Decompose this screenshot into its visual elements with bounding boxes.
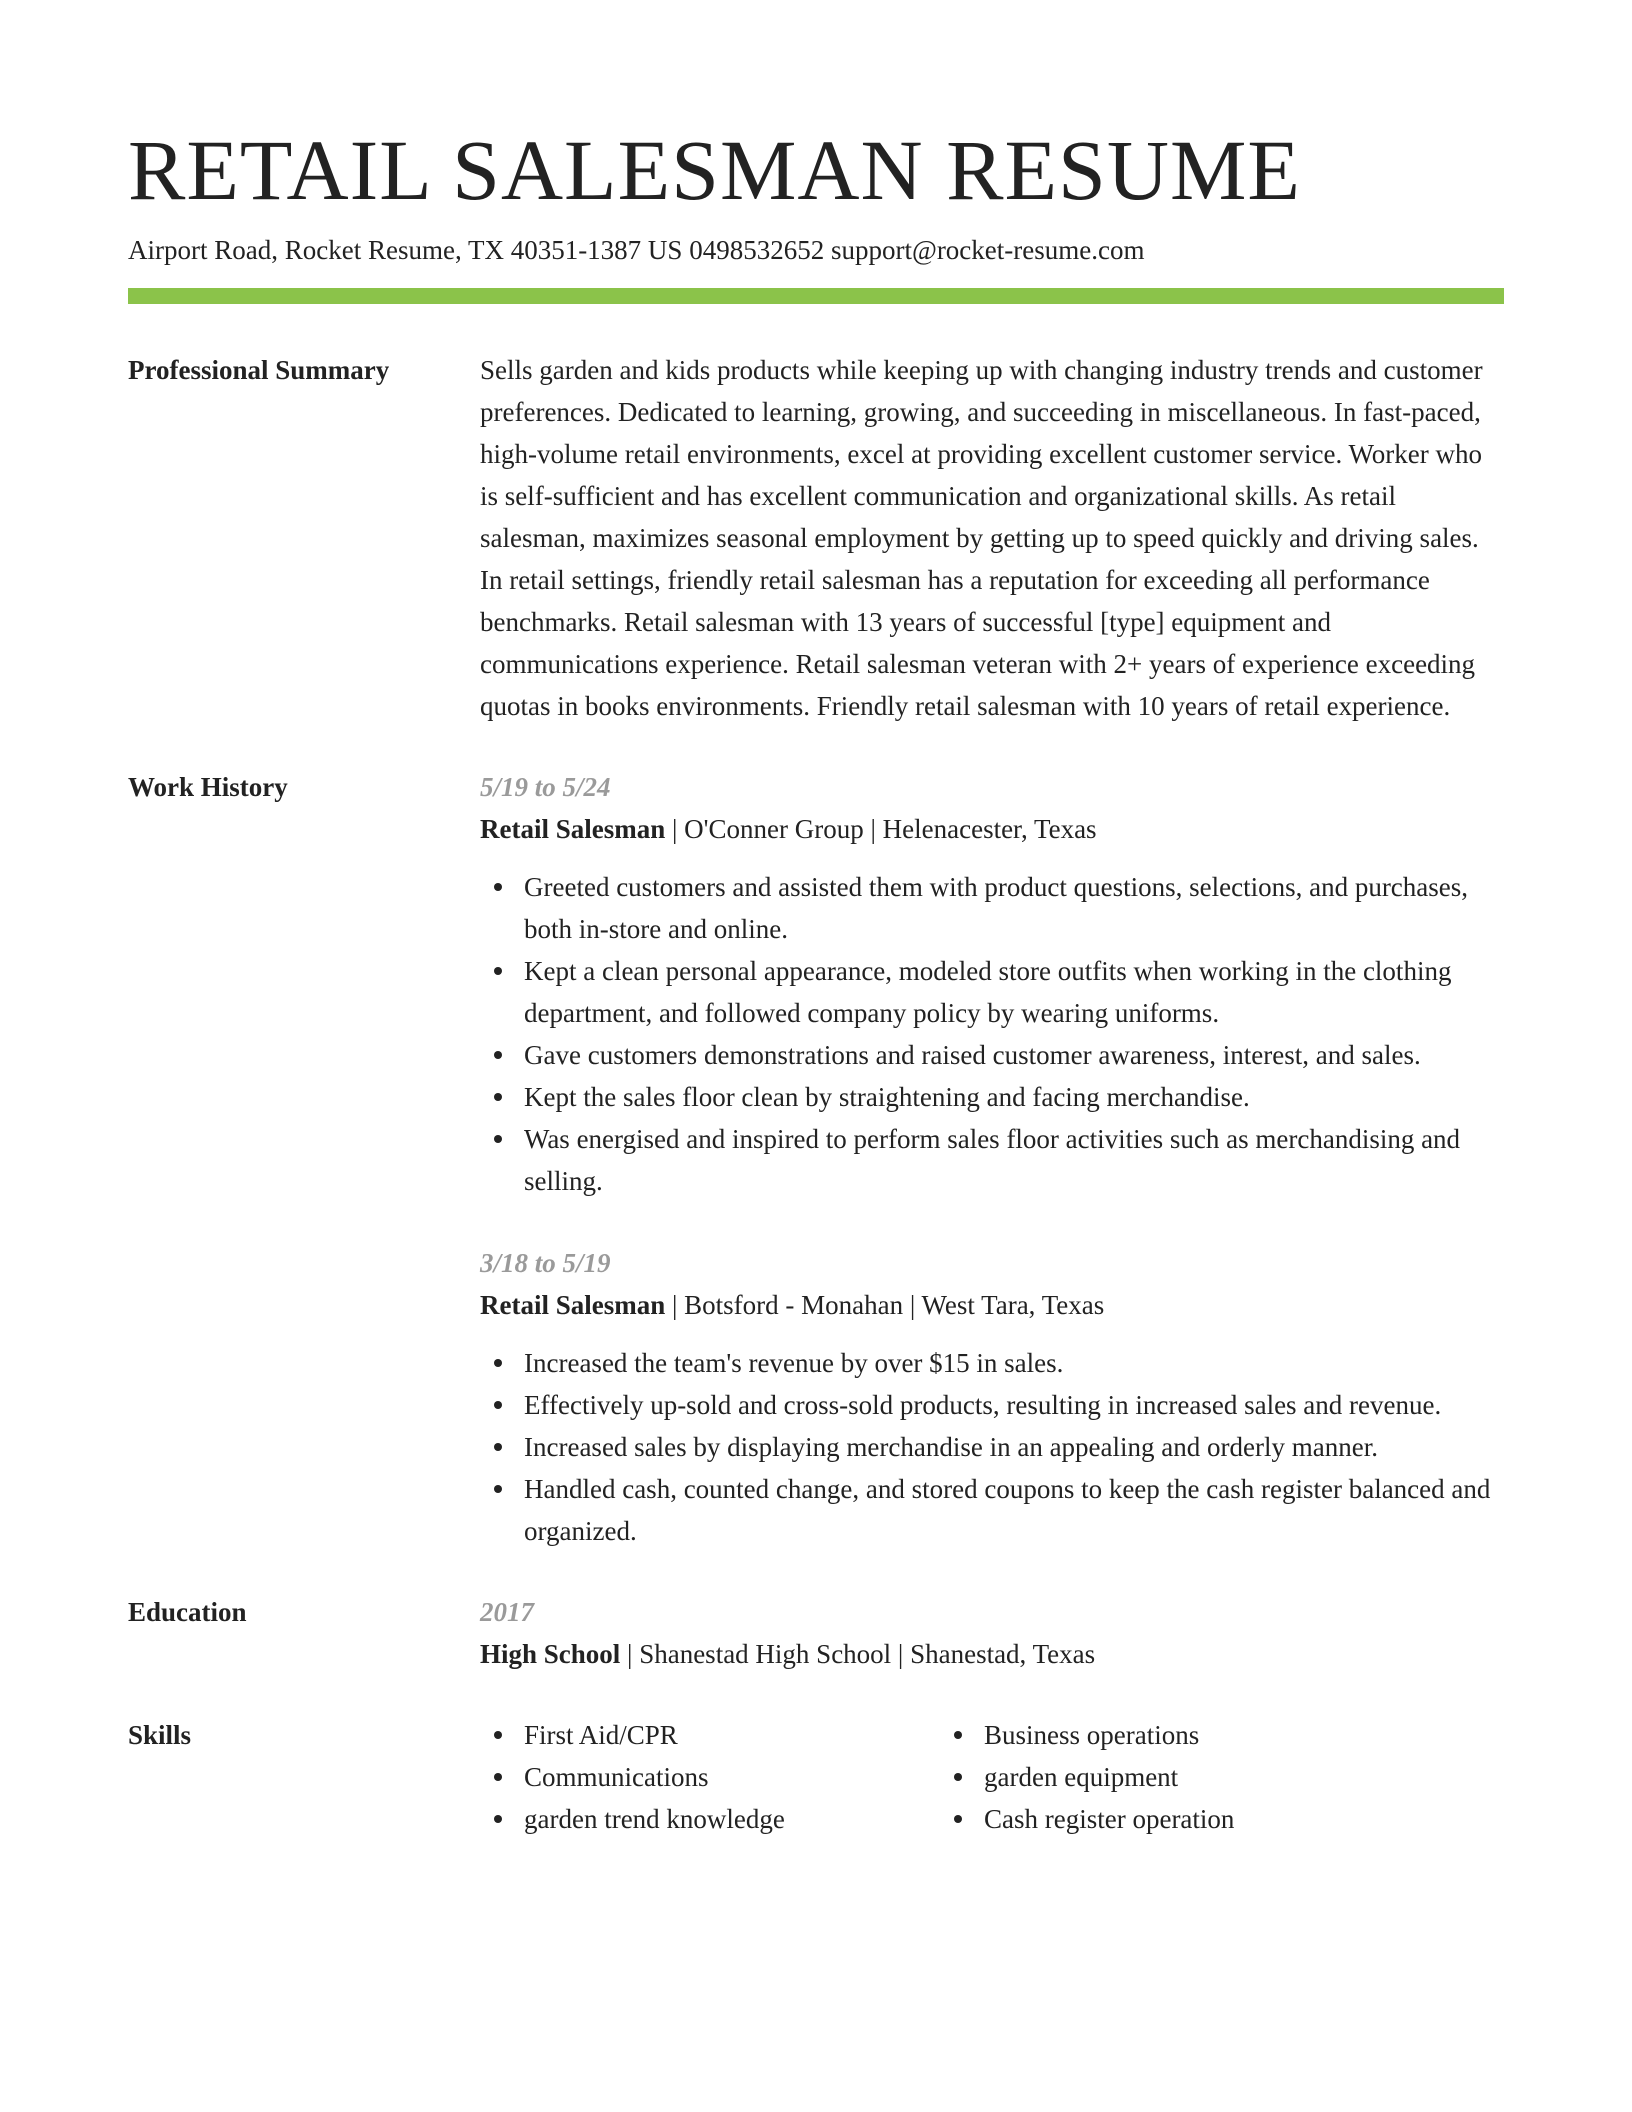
job-title: Retail Salesman	[480, 814, 666, 844]
resume-title: RETAIL SALESMAN RESUME	[128, 122, 1301, 218]
job-duty: Kept the sales floor clean by straightening and facing merchandise.	[524, 1076, 1504, 1118]
skill-item: garden equipment	[984, 1756, 1440, 1798]
job-title-line	[480, 1284, 1504, 1326]
education-school: | Shanestad High School | Shanestad, Texas	[620, 1639, 1096, 1669]
job-duty: Gave customers demonstrations and raised customer awareness, interest, and sales.	[524, 1034, 1504, 1076]
education-section	[128, 1596, 1504, 1675]
skill-item: Communications	[524, 1756, 940, 1798]
skills-grid	[480, 1714, 1504, 1840]
job-duties-list	[480, 866, 1504, 1202]
summary-section	[128, 354, 1504, 727]
education-heading: Education	[128, 1597, 247, 1627]
job-duty: Increased the team's revenue by over $15 in sales.	[524, 1342, 1504, 1384]
work-history-heading: Work History	[128, 772, 288, 802]
contact-line: Airport Road, Rocket Resume, TX 40351-1387 US 0498532652 support@rocket-resume.com	[128, 235, 1145, 265]
job-duty: Effectively up-sold and cross-sold products, resulting in increased sales and revenue.	[524, 1384, 1504, 1426]
job-title: Retail Salesman	[480, 1290, 666, 1320]
skill-item: Business operations	[984, 1714, 1440, 1756]
job-entry	[480, 766, 1504, 1202]
header-divider	[128, 288, 1504, 304]
job-duty: Kept a clean personal appearance, modeled store outfits when working in the clothing department, and followed company policy by wearing uniforms.	[524, 950, 1504, 1034]
education-line	[480, 1633, 1504, 1675]
education-body	[480, 1591, 1504, 1675]
job-duty: Increased sales by displaying merchandise in an appealing and orderly manner.	[524, 1426, 1504, 1468]
job-dates: 3/18 to 5/19	[480, 1248, 611, 1278]
summary-heading: Professional Summary	[128, 355, 390, 385]
job-employer: | Botsford - Monahan | West Tara, Texas	[665, 1290, 1105, 1320]
job-duty: Greeted customers and assisted them with product questions, selections, and purchases, both in-store and online.	[524, 866, 1504, 950]
skill-item: First Aid/CPR	[524, 1714, 940, 1756]
resume-page	[128, 118, 1504, 1840]
job-duty: Handled cash, counted change, and stored coupons to keep the cash register balanced and organized.	[524, 1468, 1504, 1552]
skills-column-1	[480, 1714, 940, 1840]
summary-text: Sells garden and kids products while keeping up with changing industry trends and customer preferences. Dedicated to learning, growing, and succeeding in miscellaneous. In fast-paced, high-volume retail environments, excel at providing excellent customer service. Worker who is self-sufficient and has excellent communication and organizational skills. As retail salesman, maximizes seasonal employment by getting up to speed quickly and driving sales. In retail settings, friendly retail salesman has a reputation for exceeding all performance benchmarks. Retail salesman with 13 years of successful [type] equipment and communications experience. Retail salesman veteran with 2+ years of experience exceeding quotas in books environments. Friendly retail salesman with 10 years of retail experience.	[480, 355, 1483, 721]
skills-body	[480, 1714, 1504, 1840]
job-entry	[480, 1242, 1504, 1552]
skill-item: Cash register operation	[984, 1798, 1440, 1840]
skills-column-2	[940, 1714, 1440, 1840]
skills-section	[128, 1719, 1504, 1840]
work-history-body	[480, 766, 1504, 1552]
job-duty: Was energised and inspired to perform sales floor activities such as merchandising and selling.	[524, 1118, 1504, 1202]
work-history-section	[128, 771, 1504, 1552]
job-employer: | O'Conner Group | Helenacester, Texas	[665, 814, 1097, 844]
education-date: 2017	[480, 1597, 534, 1627]
job-title-line	[480, 808, 1504, 850]
summary-body	[480, 349, 1504, 727]
education-degree: High School	[480, 1639, 621, 1669]
job-duties-list	[480, 1342, 1504, 1552]
skills-heading: Skills	[128, 1720, 192, 1750]
job-dates: 5/19 to 5/24	[480, 772, 611, 802]
skill-item: garden trend knowledge	[524, 1798, 940, 1840]
